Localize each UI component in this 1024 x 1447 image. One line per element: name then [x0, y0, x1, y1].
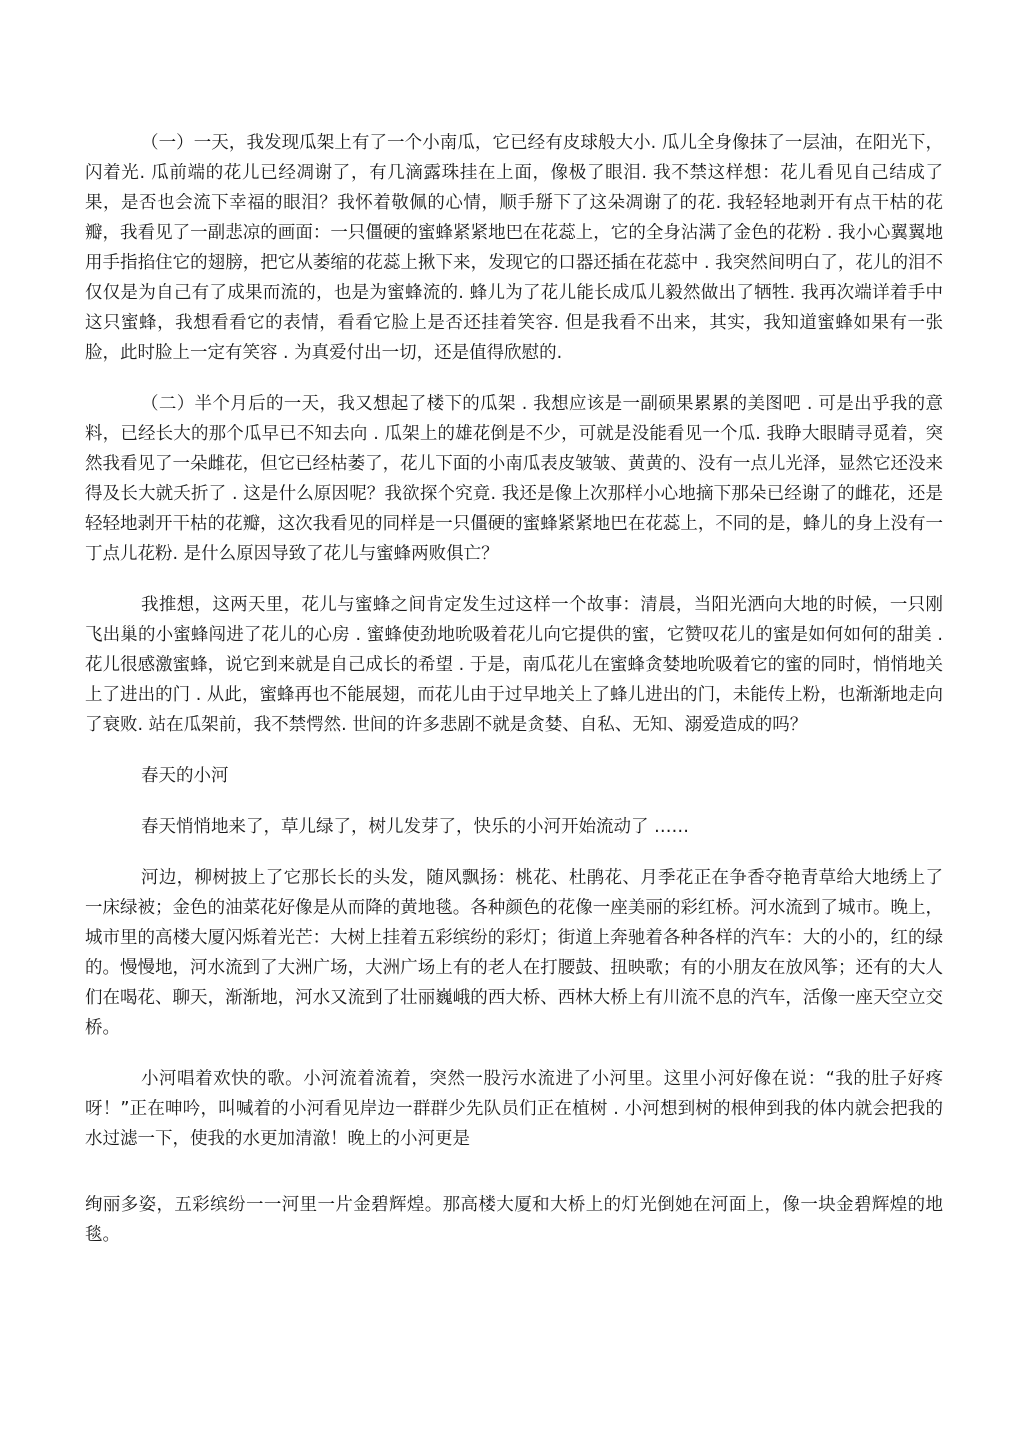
- paragraph-river-3: 小河唱着欢快的歌。小河流着流着，突然一股污水流进了小河里。这里小河好像在说：“我的肚子好疼呀！”正在呻吟，叫喊着的小河看见岸边一群群少先队员们正在植树 . 小河想到树的根伸到我的体内就会把我的水过滤一下，使我的水更加清澈！晚上的小河更是: [85, 1069, 943, 1149]
- paragraph-river-4: 绚丽多姿，五彩缤纷一一河里一片金碧辉煌。那高楼大厦和大桥上的灯光倒她在河面上，像一块金碧辉煌的地毯。: [85, 1195, 943, 1245]
- paragraph-melon-3: 我推想，这两天里，花儿与蜜蜂之间肯定发生过这样一个故事：清晨，当阳光洒向大地的时候，一只刚飞出巢的小蜜蜂闯进了花儿的心房 . 蜜蜂使劲地吮吸着花儿向它提供的蜜，它赞叹花儿的蜜是如何如何的甜美 . 花儿很感激蜜蜂，说它到来就是自己成长的希望 . 于是，南瓜花儿在蜜蜂贪婪地吮吸着它的蜜的同时，悄悄地关上了进出的门 . 从此，蜜蜂再也不能展翅，而花儿由于过早地关上了蜂儿进出的门，未能传上粉，也渐渐地走向了衰败. 站在瓜架前，我不禁愕然. 世间的许多悲剧不就是贪婪、自私、无知、溺爱造成的吗？: [85, 595, 943, 735]
- document-page: [85, 128, 943, 1250]
- paragraph-river-1: 春天悄悄地来了，草儿绿了，树儿发芽了，快乐的小河开始流动了 ……: [141, 817, 690, 837]
- section-title: 春天的小河: [141, 766, 229, 786]
- paragraph-melon-2: （二）半个月后的一天，我又想起了楼下的瓜架 . 我想应该是一副硕果累累的美图吧 . 可是出乎我的意料，已经长大的那个瓜早已不知去向 . 瓜架上的雄花倒是不少，可就是没能看见一个瓜. 我睁大眼睛寻觅着，突然我看见了一朵雌花，但它已经枯萎了，花儿下面的小南瓜表皮皱皱、黄黄的、没有一点儿光泽，显然它还没来得及长大就夭折了 . 这是什么原因呢？我欲探个究竟. 我还是像上次那样小心地摘下那朵已经谢了的雌花，还是轻轻地剥开干枯的花瓣，这次我看见的同样是一只僵硬的蜜蜂紧紧地巴在花蕊上，不同的是，蜂儿的身上没有一丁点儿花粉. 是什么原因导致了花儿与蜜蜂两败俱亡？: [85, 394, 943, 564]
- paragraph-river-2: 河边，柳树披上了它那长长的头发，随风飘扬：桃花、杜鹃花、月季花正在争香夺艳青草给大地绣上了一床绿被；金色的油菜花好像是从而降的黄地毯。各种颜色的花像一座美丽的彩红桥。河水流到了城市。晚上，城市里的高楼大厦闪烁着光芒：大树上挂着五彩缤纷的彩灯；街道上奔驰着各种各样的汽车：大的小的，红的绿的。慢慢地，河水流到了大洲广场，大洲广场上有的老人在打腰鼓、扭映歌；有的小朋友在放风筝；还有的大人们在喝花、聊天，渐渐地，河水又流到了壮丽巍峨的西大桥、西林大桥上有川流不息的汽车，活像一座天空立交桥。: [85, 868, 943, 1038]
- paragraph-melon-1: （一）一天，我发现瓜架上有了一个小南瓜，它已经有皮球般大小. 瓜儿全身像抹了一层油，在阳光下，闪着光. 瓜前端的花儿已经凋谢了，有几滴露珠挂在上面，像极了眼泪. 我不禁这样想：花儿看见自己结成了果，是否也会流下幸福的眼泪？我怀着敬佩的心情，顺手掰下了这朵凋谢了的花. 我轻轻地剥开有点干枯的花瓣，我看见了一副悲凉的画面：一只僵硬的蜜蜂紧紧地巴在花蕊上，它的全身沾满了金色的花粉 . 我小心翼翼地用手指掐住它的翅膀，把它从萎缩的花蕊上揪下来，发现它的口器还插在花蕊中 . 我突然间明白了，花儿的泪不仅仅是为自己有了成果而流的，也是为蜜蜂流的. 蜂儿为了花儿能长成瓜儿毅然做出了牺牲. 我再次端详着手中这只蜜蜂，我想看看它的表情，看看它脸上是否还挂着笑容. 但是我看不出来，其实，我知道蜜蜂如果有一张脸，此时脸上一定有笑容 . 为真爱付出一切，还是值得欣慰的.: [85, 133, 943, 363]
